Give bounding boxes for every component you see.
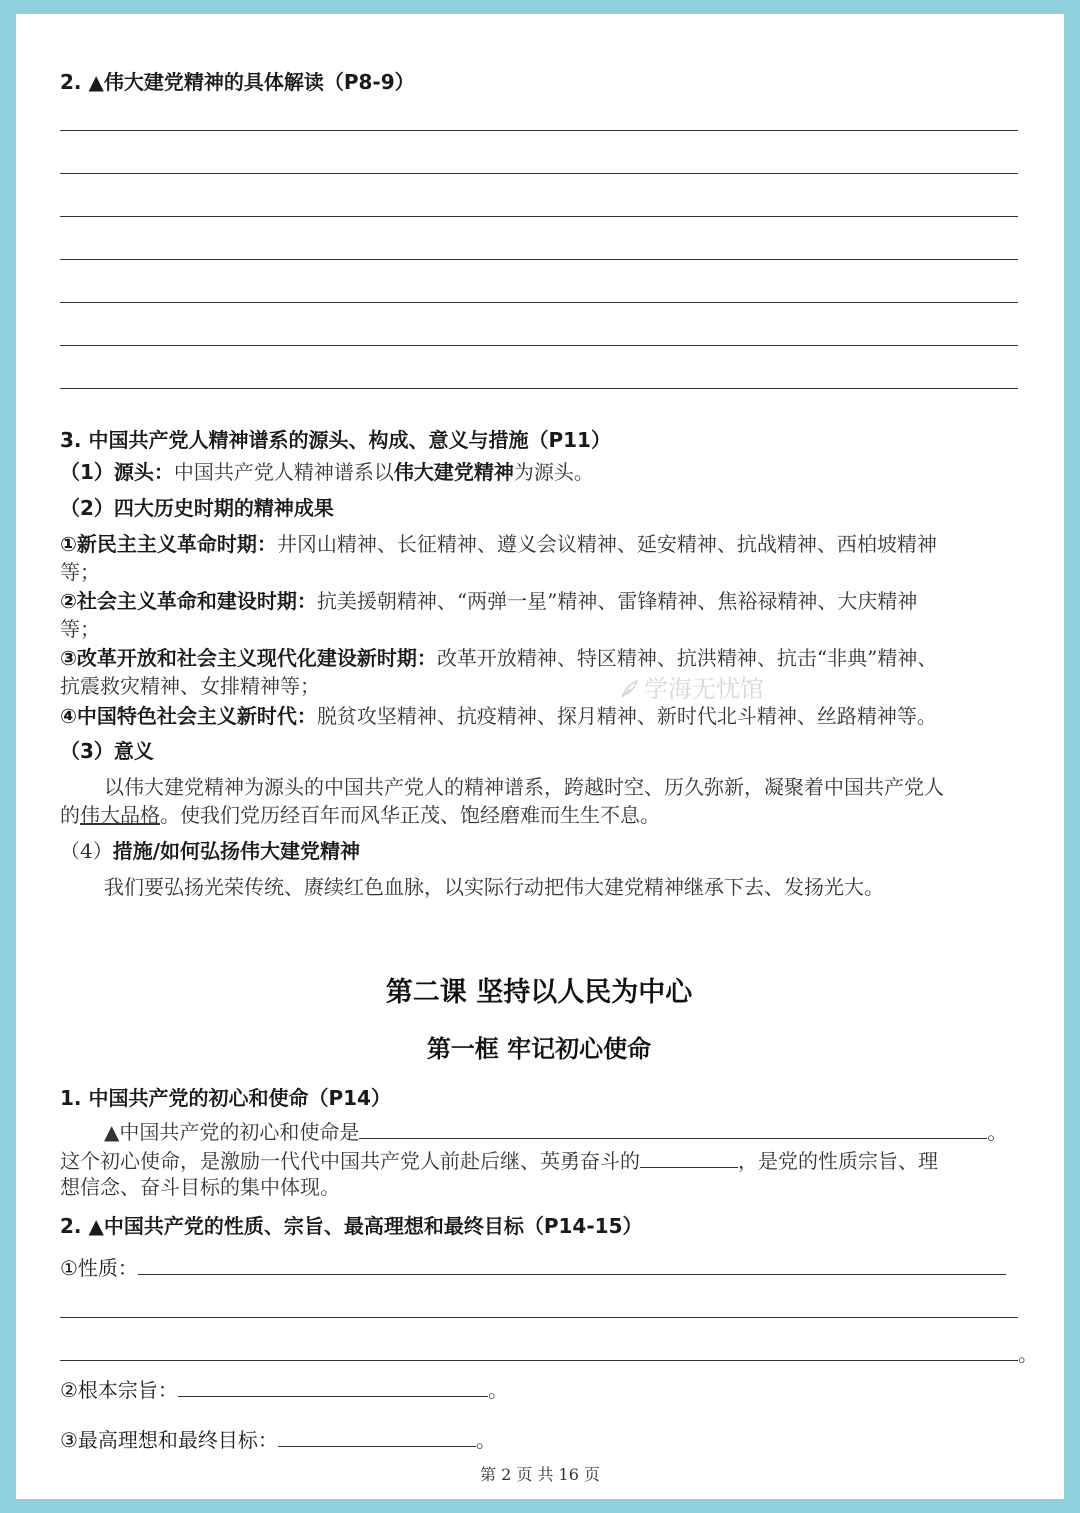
period-2-text: 抗美援朝精神、“两弹一星”精神、雷锋精神、焦裕禄精神、大庆精神 [316, 589, 918, 613]
answer-line [60, 259, 1018, 260]
q2-ideal-end: 。 [475, 1428, 496, 1452]
period-1-label: ①新民主主义革命时期： [60, 532, 277, 556]
period-2-label: ②社会主义革命和建设时期： [60, 589, 317, 613]
source-text-a: 中国共产党人精神谱系以 [173, 460, 394, 484]
q1-line-2 [60, 1145, 938, 1175]
period-1-line [60, 530, 937, 558]
lesson-title: 第二课 坚持以人民为中心 [385, 977, 693, 1008]
meaning-line-2-a: 的 [60, 803, 80, 827]
source-label: （1）源头： [60, 460, 174, 484]
q1-line-3: 想信念、奋斗目标的集中体现。 [60, 1175, 340, 1199]
q2-purpose-line [60, 1374, 508, 1404]
measures-label: 措施/如何弘扬伟大建党精神 [112, 839, 361, 863]
lesson-subtitle: 第一框 牢记初心使命 [426, 1035, 652, 1063]
q2-ideal-line [60, 1424, 496, 1454]
meaning-line-2-b: 。使我们党历经百年而风华正茂、饱经磨难而生生不息。 [160, 803, 660, 827]
watermark-text: 学海无忧馆 [644, 675, 764, 703]
source-bold: 伟大建党精神 [393, 460, 514, 484]
fill-blank[interactable] [359, 1116, 987, 1139]
meaning-label: （3）意义 [60, 739, 154, 763]
period-2-line [60, 587, 917, 615]
answer-line [60, 1360, 1018, 1361]
period-4-label: ④中国特色社会主义新时代： [60, 704, 317, 728]
period-3-text: 改革开放精神、特区精神、抗洪精神、抗击“非典”精神、 [436, 646, 938, 670]
fill-blank[interactable] [278, 1424, 476, 1447]
period-3-tail: 抗震救灾精神、女排精神等； [60, 674, 320, 698]
q1-line-1-text: ▲中国共产党的初心和使命是 [104, 1120, 360, 1144]
answer-line [60, 388, 1018, 389]
fill-blank[interactable] [178, 1374, 488, 1397]
answer-line [60, 302, 1018, 303]
meaning-line-1: 以伟大建党精神为源头的中国共产党人的精神谱系，跨越时空、历久弥新，凝聚着中国共产党人 [104, 775, 944, 799]
q2-ideal-label: ③最高理想和最终目标： [60, 1428, 278, 1452]
q2-purpose-label: ②根本宗旨： [60, 1378, 178, 1402]
q1-line-2-b: ，是党的性质宗旨、理 [738, 1149, 938, 1173]
q1-line-1 [104, 1116, 1007, 1146]
q2-nature-line [60, 1252, 1006, 1282]
section-2-title: 2. ▲伟大建党精神的具体解读（P8-9） [60, 70, 415, 94]
answer-line [60, 130, 1018, 131]
answer-line [60, 345, 1018, 346]
period-3-label: ③改革开放和社会主义现代化建设新时期： [60, 646, 437, 670]
q2-purpose-end: 。 [487, 1378, 508, 1402]
answer-line [60, 1317, 1018, 1318]
measures-num: （4） [60, 839, 113, 863]
answer-line [60, 173, 1018, 174]
period-1-tail: 等； [60, 560, 100, 584]
q2-title: 2. ▲中国共产党的性质、宗旨、最高理想和最终目标（P14-15） [60, 1214, 643, 1238]
q2-nature-label: ①性质： [60, 1256, 138, 1280]
page-footer: 第 2 页 共 16 页 [480, 1465, 600, 1484]
watermark [618, 669, 764, 704]
period-4-line [60, 702, 937, 730]
period-2-tail: 等； [60, 617, 100, 641]
q1-title: 1. 中国共产党的初心和使命（P14） [60, 1086, 391, 1110]
period-1-text: 井冈山精神、长征精神、遵义会议精神、延安精神、抗战精神、西柏坡精神 [276, 532, 937, 556]
section-3-title: 3. 中国共产党人精神谱系的源头、构成、意义与措施（P11） [60, 428, 611, 452]
meaning-line-2 [60, 801, 660, 829]
answer-line [60, 216, 1018, 217]
q2-nature-end: 。 [1018, 1342, 1038, 1366]
measures-label-line [60, 837, 360, 865]
q1-line-2-a: 这个初心使命，是激励一代代中国共产党人前赴后继、英勇奋斗的 [60, 1149, 640, 1173]
document-page [16, 14, 1064, 1499]
periods-label: （2）四大历史时期的精神成果 [60, 496, 334, 520]
fill-blank[interactable] [640, 1145, 738, 1168]
meaning-underlined: 伟大品格 [80, 803, 160, 827]
period-3-line [60, 644, 937, 672]
source-line [60, 458, 594, 486]
fill-blank[interactable] [138, 1252, 1006, 1275]
feather-icon [618, 678, 640, 700]
measures-text: 我们要弘扬光荣传统、赓续红色血脉，以实际行动把伟大建党精神继承下去、发扬光大。 [104, 875, 884, 899]
period-4-text: 脱贫攻坚精神、抗疫精神、探月精神、新时代北斗精神、丝路精神等。 [316, 704, 937, 728]
q1-line-1-end: 。 [987, 1120, 1008, 1144]
source-text-b: 为源头。 [513, 460, 594, 484]
